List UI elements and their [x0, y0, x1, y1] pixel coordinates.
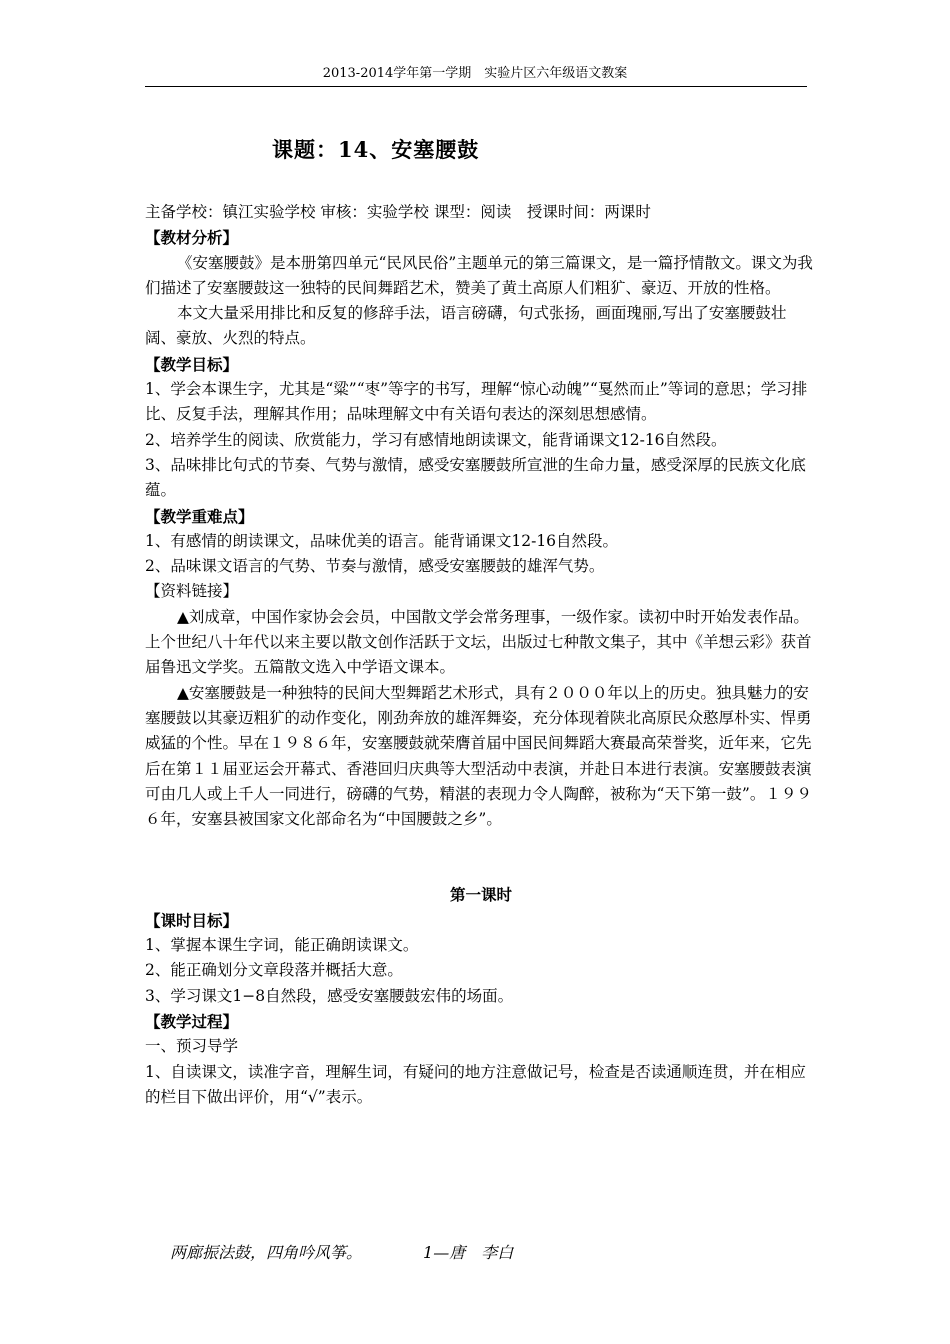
lesson-title: 课题：14、安塞腰鼓 [272, 137, 480, 162]
link-paragraph: ▲安塞腰鼓是一种独特的民间大型舞蹈艺术形式，具有２０００年以上的历史。独具魅力的安塞腰鼓以其豪迈粗犷的动作变化，刚劲奔放的雄浑舞姿，充分体现着陕北高原民众憨厚朴实、悍勇威猛的个性。早在１９８６年，安塞腰鼓就荣膺首届中国民间舞蹈大赛最高荣誉奖，近年来，它先后在第１１届亚运会开幕式、香港回归庆典等大型活动中表演，并赴日本进行表演。安塞腰鼓表演可由几人或上千人一同进行，磅礴的气势，精湛的表现力令人陶醉，被称为“天下第一鼓”。１９９６年，安塞县被国家文化部命名为“中国腰鼓之乡”。 [145, 683, 812, 829]
process-subheading: 一、预习导学 [145, 1037, 239, 1056]
material-paragraph: 《安塞腰鼓》是本册第四单元“民风民俗”主题单元的第三篇课文，是一篇抒情散文。课文为我们描述了安塞腰鼓这一独特的民间舞蹈艺术，赞美了黄土高原人们粗犷、豪迈、开放的性格。 [145, 253, 813, 297]
key-points-heading: 【教学重难点】 [145, 506, 254, 526]
lesson-goal-item: 2、能正确划分文章段落并概括大意。 [145, 961, 403, 980]
goals-heading: 【教学目标】 [145, 354, 239, 374]
process-item: 1、自读课文，读准字音，理解生词，有疑问的地方注意做记号，检查是否读通顺连贯，并在相应的栏目下做出评价，用“√”表示。 [145, 1062, 806, 1106]
goal-item: 1、学会本课生字，尤其是“粱”“枣”等字的书写，理解“惊心动魄”“戛然而止”等词的意思；学习排比、反复手法，理解其作用；品味理解文中有关语句表达的深刻思想感情。 [145, 380, 808, 424]
page-number: 1 [423, 1243, 434, 1262]
page-footer [170, 1240, 513, 1263]
document-body [145, 200, 817, 1110]
footer-author: —唐 李白 [433, 1243, 514, 1262]
goal-item: 2、培养学生的阅读、欣赏能力，学习有感情地朗读课文，能背诵课文12-16自然段。 [145, 430, 727, 449]
header-rule [145, 86, 807, 87]
lesson-goal-item: 1、掌握本课生字词，能正确朗读课文。 [145, 936, 419, 955]
lesson-goals-heading: 【课时目标】 [145, 910, 239, 930]
page-header: 2013-2014学年第一学期 实验片区六年级语文教案 [322, 66, 628, 81]
footer-quote: 两廊振法鼓，四角吟风筝。 [170, 1243, 363, 1262]
lesson-section-title: 第一课时 [449, 885, 512, 905]
process-heading: 【教学过程】 [145, 1011, 239, 1031]
links-heading: 【资料链接】 [145, 582, 239, 601]
spacer [145, 832, 817, 882]
key-point-item: 2、品味课文语言的气势、节奏与激情，感受安塞腰鼓的雄浑气势。 [145, 557, 605, 576]
goal-item: 3、品味排比句式的节奏、气势与激情，感受安塞腰鼓所宣泄的生命力量，感受深厚的民族文化底蕴。 [145, 455, 806, 500]
key-point-item: 1、有感情的朗读课文，品味优美的语言。能背诵课文12-16自然段。 [145, 531, 619, 550]
lesson-goal-item: 3、学习课文1−8自然段，感受安塞腰鼓宏伟的场面。 [145, 986, 514, 1005]
link-paragraph: ▲刘成章，中国作家协会会员，中国散文学会常务理事，一级作家。读初中时开始发表作品。上个世纪八十年代以来主要以散文创作活跃于文坛，出版过七种散文集子，其中《羊想云彩》获首届鲁迅文学奖。五篇散文选入中学语文课本。 [145, 607, 812, 677]
material-heading: 【教材分析】 [145, 228, 239, 248]
info-line: 主备学校：镇江实验学校 审核：实验学校 课型：阅读 授课时间：两课时 [145, 203, 651, 221]
material-paragraph: 本文大量采用排比和反复的修辞手法，语言磅礴，句式张扬，画面瑰丽,写出了安塞腰鼓壮阔、豪放、火烈的特点。 [145, 304, 787, 348]
